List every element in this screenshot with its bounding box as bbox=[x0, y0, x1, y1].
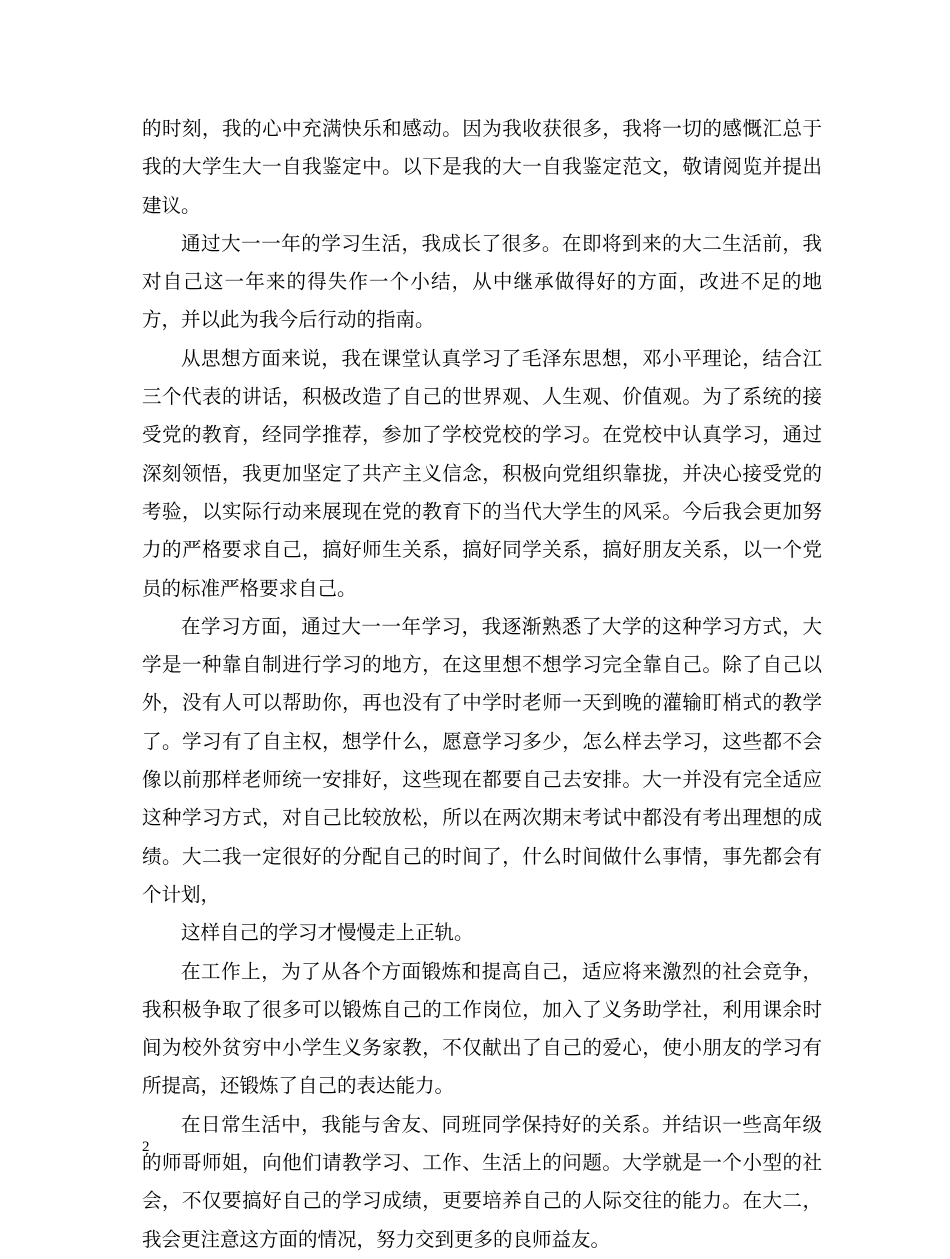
paragraph-continuation: 的时刻，我的心中充满快乐和感动。因为我收获很多，我将一切的感慨汇总于我的大学生大一自我鉴定中。以下是我的大一自我鉴定范文，敬请阅览并提出建议。 bbox=[142, 117, 822, 217]
paragraph-ideology: 从思想方面来说，我在课堂认真学习了毛泽东思想，邓小平理论，结合江三个代表的讲话，积极改造了自己的世界观、人生观、价值观。为了系统的接受党的教育，经同学推荐，参加了学校党校的学习。在党校中认真学习，通过深刻领悟，我更加坚定了共产主义信念，积极向党组织靠拢，并决心接受党的考验，以实际行动来展现在党的教育下的当代大学生的风采。今后我会更加努力的严格要求自己，搞好师生关系，搞好同学关系，搞好朋友关系，以一个党员的标准严格要求自己。 bbox=[142, 346, 822, 600]
paragraph-daily-life: 在日常生活中，我能与舍友、同班同学保持好的关系。并结识一些高年级的师哥师姐，向他们请教学习、工作、生活上的问题。大学就是一个小型的社会，不仅要搞好自己的学习成绩，更要培养自己的人际交往的能力。在大二，我会更注意这方面的情况，努力交到更多的良师益友。 bbox=[142, 1112, 822, 1251]
document-body bbox=[142, 110, 822, 1259]
paragraph-study-continued: 这样自己的学习才慢慢走上正轨。 bbox=[181, 921, 474, 945]
paragraph-study: 在学习方面，通过大一一年学习，我逐渐熟悉了大学的这种学习方式，大学是一种靠自制进行学习的地方，在这里想不想学习完全靠自己。除了自己以外，没有人可以帮助你，再也没有了中学时老师一天到晚的灌输盯梢式的教学了。学习有了自主权，想学什么，愿意学习多少，怎么样去学习，这些都不会像以前那样老师统一安排好，这些现在都要自己去安排。大一并没有完全适应这种学习方式，对自己比较放松，所以在两次期末考试中都没有考出理想的成绩。大二我一定很好的分配自己的时间了，什么时间做什么事情，事先都会有个计划， bbox=[142, 614, 822, 906]
page-number: 2 bbox=[142, 1139, 150, 1155]
paragraph-work: 在工作上，为了从各个方面锻炼和提高自己，适应将来激烈的社会竞争，我积极争取了很多可以锻炼自己的工作岗位，加入了义务助学社，利用课余时间为校外贫穷中小学生义务家教，不仅献出了自己的爱心，使小朋友的学习有所提高，还锻炼了自己的表达能力。 bbox=[142, 959, 822, 1098]
paragraph-growth-summary: 通过大一一年的学习生活，我成长了很多。在即将到来的大二生活前，我对自己这一年来的得失作一个小结，从中继承做得好的方面，改进不足的地方，并以此为我今后行动的指南。 bbox=[142, 231, 822, 332]
